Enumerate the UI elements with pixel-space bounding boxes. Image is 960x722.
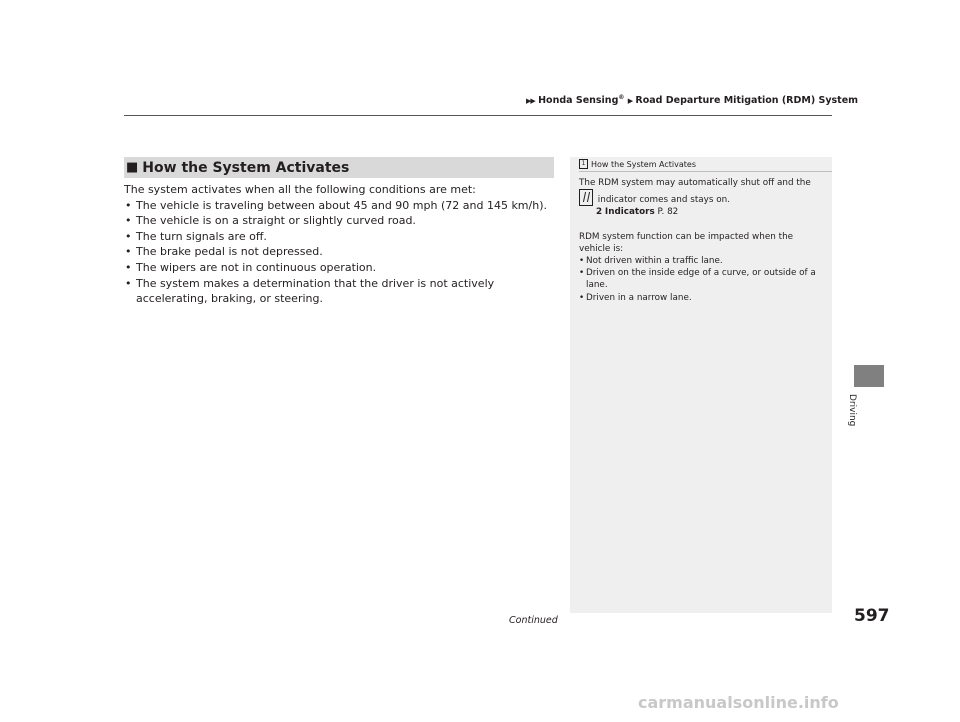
sidebar-para-2: RDM system function can be impacted when the vehicle is:: [579, 231, 794, 254]
watermark: carmanualsonline.info: [638, 693, 839, 712]
chapter-tab-label: Driving: [847, 394, 857, 427]
breadcrumb-part-2[interactable]: Road Departure Mitigation (RDM) System: [635, 95, 859, 107]
sidebar-heading-title: How the System Activates: [591, 159, 696, 169]
sidebar-para-1b: indicator comes and stays on.: [597, 195, 731, 206]
rdm-indicator-icon: [579, 189, 593, 206]
list-item: • The wipers are not in continuous operation.: [124, 260, 554, 276]
reference-title[interactable]: Indicators: [604, 207, 655, 218]
reference-arrow-icon: 2: [596, 207, 603, 218]
section-marker-icon: ■: [126, 160, 139, 175]
breadcrumb-arrow-icon: ▶: [627, 97, 633, 106]
continued-label: Continued: [509, 615, 558, 626]
reference-page[interactable]: P. 82: [657, 207, 679, 218]
list-item: • The vehicle is on a straight or slightly curved road.: [124, 213, 554, 229]
impact-list: [579, 255, 826, 304]
conditions-list: [124, 198, 554, 307]
page-number: 597: [854, 606, 890, 626]
sidebar-divider: [579, 171, 832, 172]
registered-mark: ®: [618, 94, 625, 101]
list-item: • Not driven within a traffic lane.: [579, 255, 826, 267]
note-number-icon: 1: [579, 159, 588, 169]
body-text: [124, 182, 554, 307]
header-divider: [124, 115, 832, 116]
breadcrumb-arrow-icon: ▶▶: [526, 97, 535, 106]
list-item: • Driven on the inside edge of a curve, or outside of a lane.: [579, 267, 826, 291]
cross-reference[interactable]: [579, 206, 826, 218]
chapter-tab[interactable]: [854, 365, 884, 387]
list-item: • The vehicle is traveling between about 45 and 90 mph (72 and 145 km/h).: [124, 198, 554, 214]
list-item: • The brake pedal is not depressed.: [124, 244, 554, 260]
breadcrumb: [526, 94, 858, 106]
list-item: • The system makes a determination that the driver is not actively accelerating, braking, or steering.: [124, 276, 554, 307]
list-item: • Driven in a narrow lane.: [579, 292, 826, 304]
section-title: How the System Activates: [142, 159, 350, 176]
sidebar-content: [579, 177, 826, 304]
section-header: [124, 157, 554, 178]
breadcrumb-part-1[interactable]: Honda Sensing: [538, 95, 619, 107]
list-item: • The turn signals are off.: [124, 229, 554, 245]
body-intro: The system activates when all the following conditions are met:: [124, 183, 476, 196]
sidebar-para-1a: The RDM system may automatically shut off and the: [579, 178, 811, 188]
sidebar-heading: [579, 159, 696, 169]
sidebar-note: [570, 157, 832, 613]
